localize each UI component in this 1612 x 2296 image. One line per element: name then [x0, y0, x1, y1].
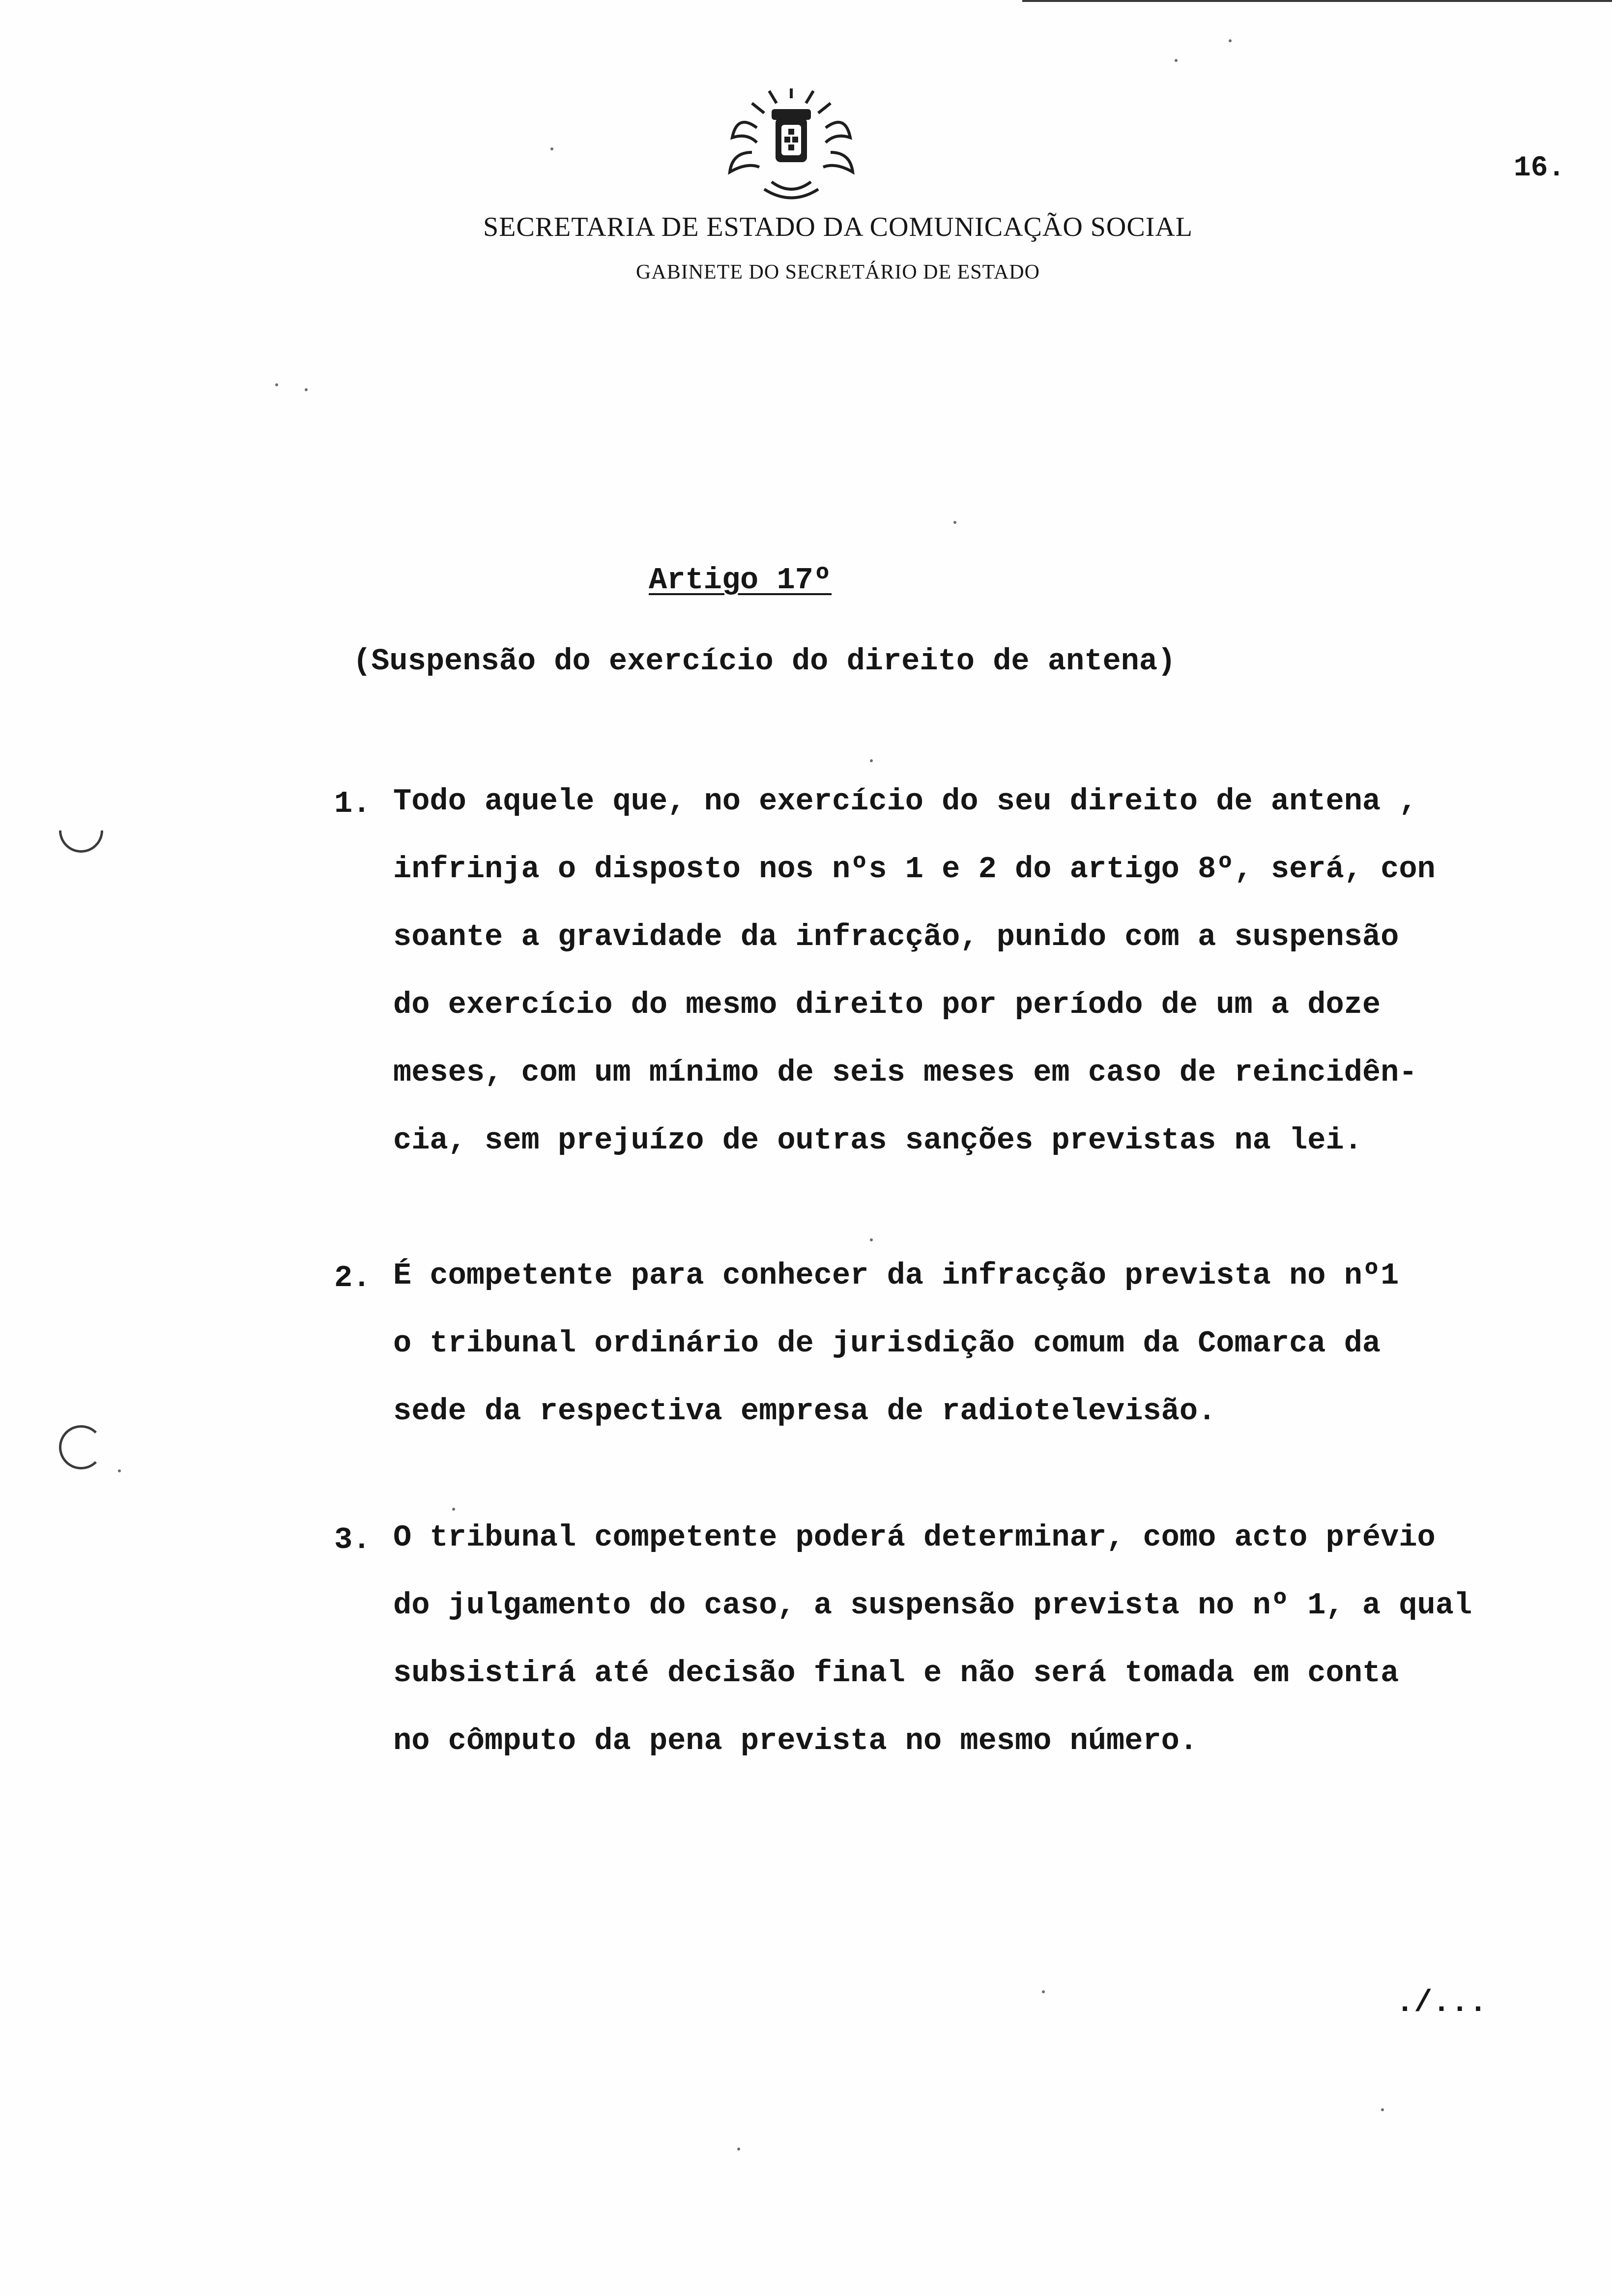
paragraph-text [393, 1504, 1583, 1775]
text-line: do exercício do mesmo direito por período de um a doze [393, 987, 1381, 1022]
scan-speck [1175, 59, 1178, 62]
scan-speck [737, 2148, 740, 2151]
scan-speck [953, 521, 956, 524]
text-line: sede da respectiva empresa de radiotelevisão. [393, 1394, 1216, 1429]
text-line: do julgamento do caso, a suspensão prevista no nº 1, a qual [393, 1588, 1472, 1623]
article-title: Artigo 17º [649, 563, 832, 598]
top-rule [1022, 0, 1612, 2]
paragraph-text [393, 768, 1583, 1175]
scan-speck [305, 388, 308, 391]
ministry-header: SECRETARIA DE ESTADO DA COMUNICAÇÃO SOCIAL [483, 212, 1193, 242]
paragraph-number: 2. [334, 1261, 371, 1295]
scan-speck [1042, 1990, 1045, 1993]
coat-of-arms-icon [718, 84, 865, 201]
text-line: soante a gravidade da infracção, punido com a suspensão [393, 919, 1399, 954]
scan-speck [1229, 39, 1232, 42]
text-line: no cômputo da pena prevista no mesmo número. [393, 1723, 1198, 1758]
text-line: o tribunal ordinário de jurisdição comum da Comarca da [393, 1326, 1381, 1361]
scan-speck [870, 1238, 873, 1241]
text-line: meses, com um mínimo de seis meses em caso de reincidên- [393, 1055, 1417, 1090]
scan-speck [870, 759, 873, 762]
punch-hole-mark [59, 1425, 103, 1469]
paragraph-number: 1. [334, 786, 371, 821]
continuation-mark: ./... [1396, 1985, 1488, 2020]
text-line: Todo aquele que, no exercício do seu direito de antena , [393, 784, 1417, 819]
punch-hole-mark [50, 799, 112, 861]
paragraph-text [393, 1242, 1583, 1445]
text-line: infrinja o disposto nos nºs 1 e 2 do artigo 8º, será, con [393, 852, 1436, 887]
text-line: O tribunal competente poderá determinar, como acto prévio [393, 1520, 1436, 1555]
scan-speck [118, 1469, 121, 1472]
text-line: cia, sem prejuízo de outras sanções previstas na lei. [393, 1123, 1362, 1158]
page-number: 16. [1514, 152, 1565, 184]
scan-speck [275, 383, 278, 386]
text-line: subsistirá até decisão final e não será tomada em conta [393, 1656, 1399, 1691]
scan-speck [452, 1508, 455, 1511]
text-line: É competente para conhecer da infracção prevista no nº1 [393, 1258, 1399, 1293]
paragraph-number: 3. [334, 1522, 371, 1557]
scan-speck [550, 147, 553, 150]
office-subheader: GABINETE DO SECRETÁRIO DE ESTADO [636, 261, 1040, 284]
article-subtitle: (Suspensão do exercício do direito de antena) [353, 644, 1176, 679]
scan-speck [1381, 2108, 1384, 2111]
